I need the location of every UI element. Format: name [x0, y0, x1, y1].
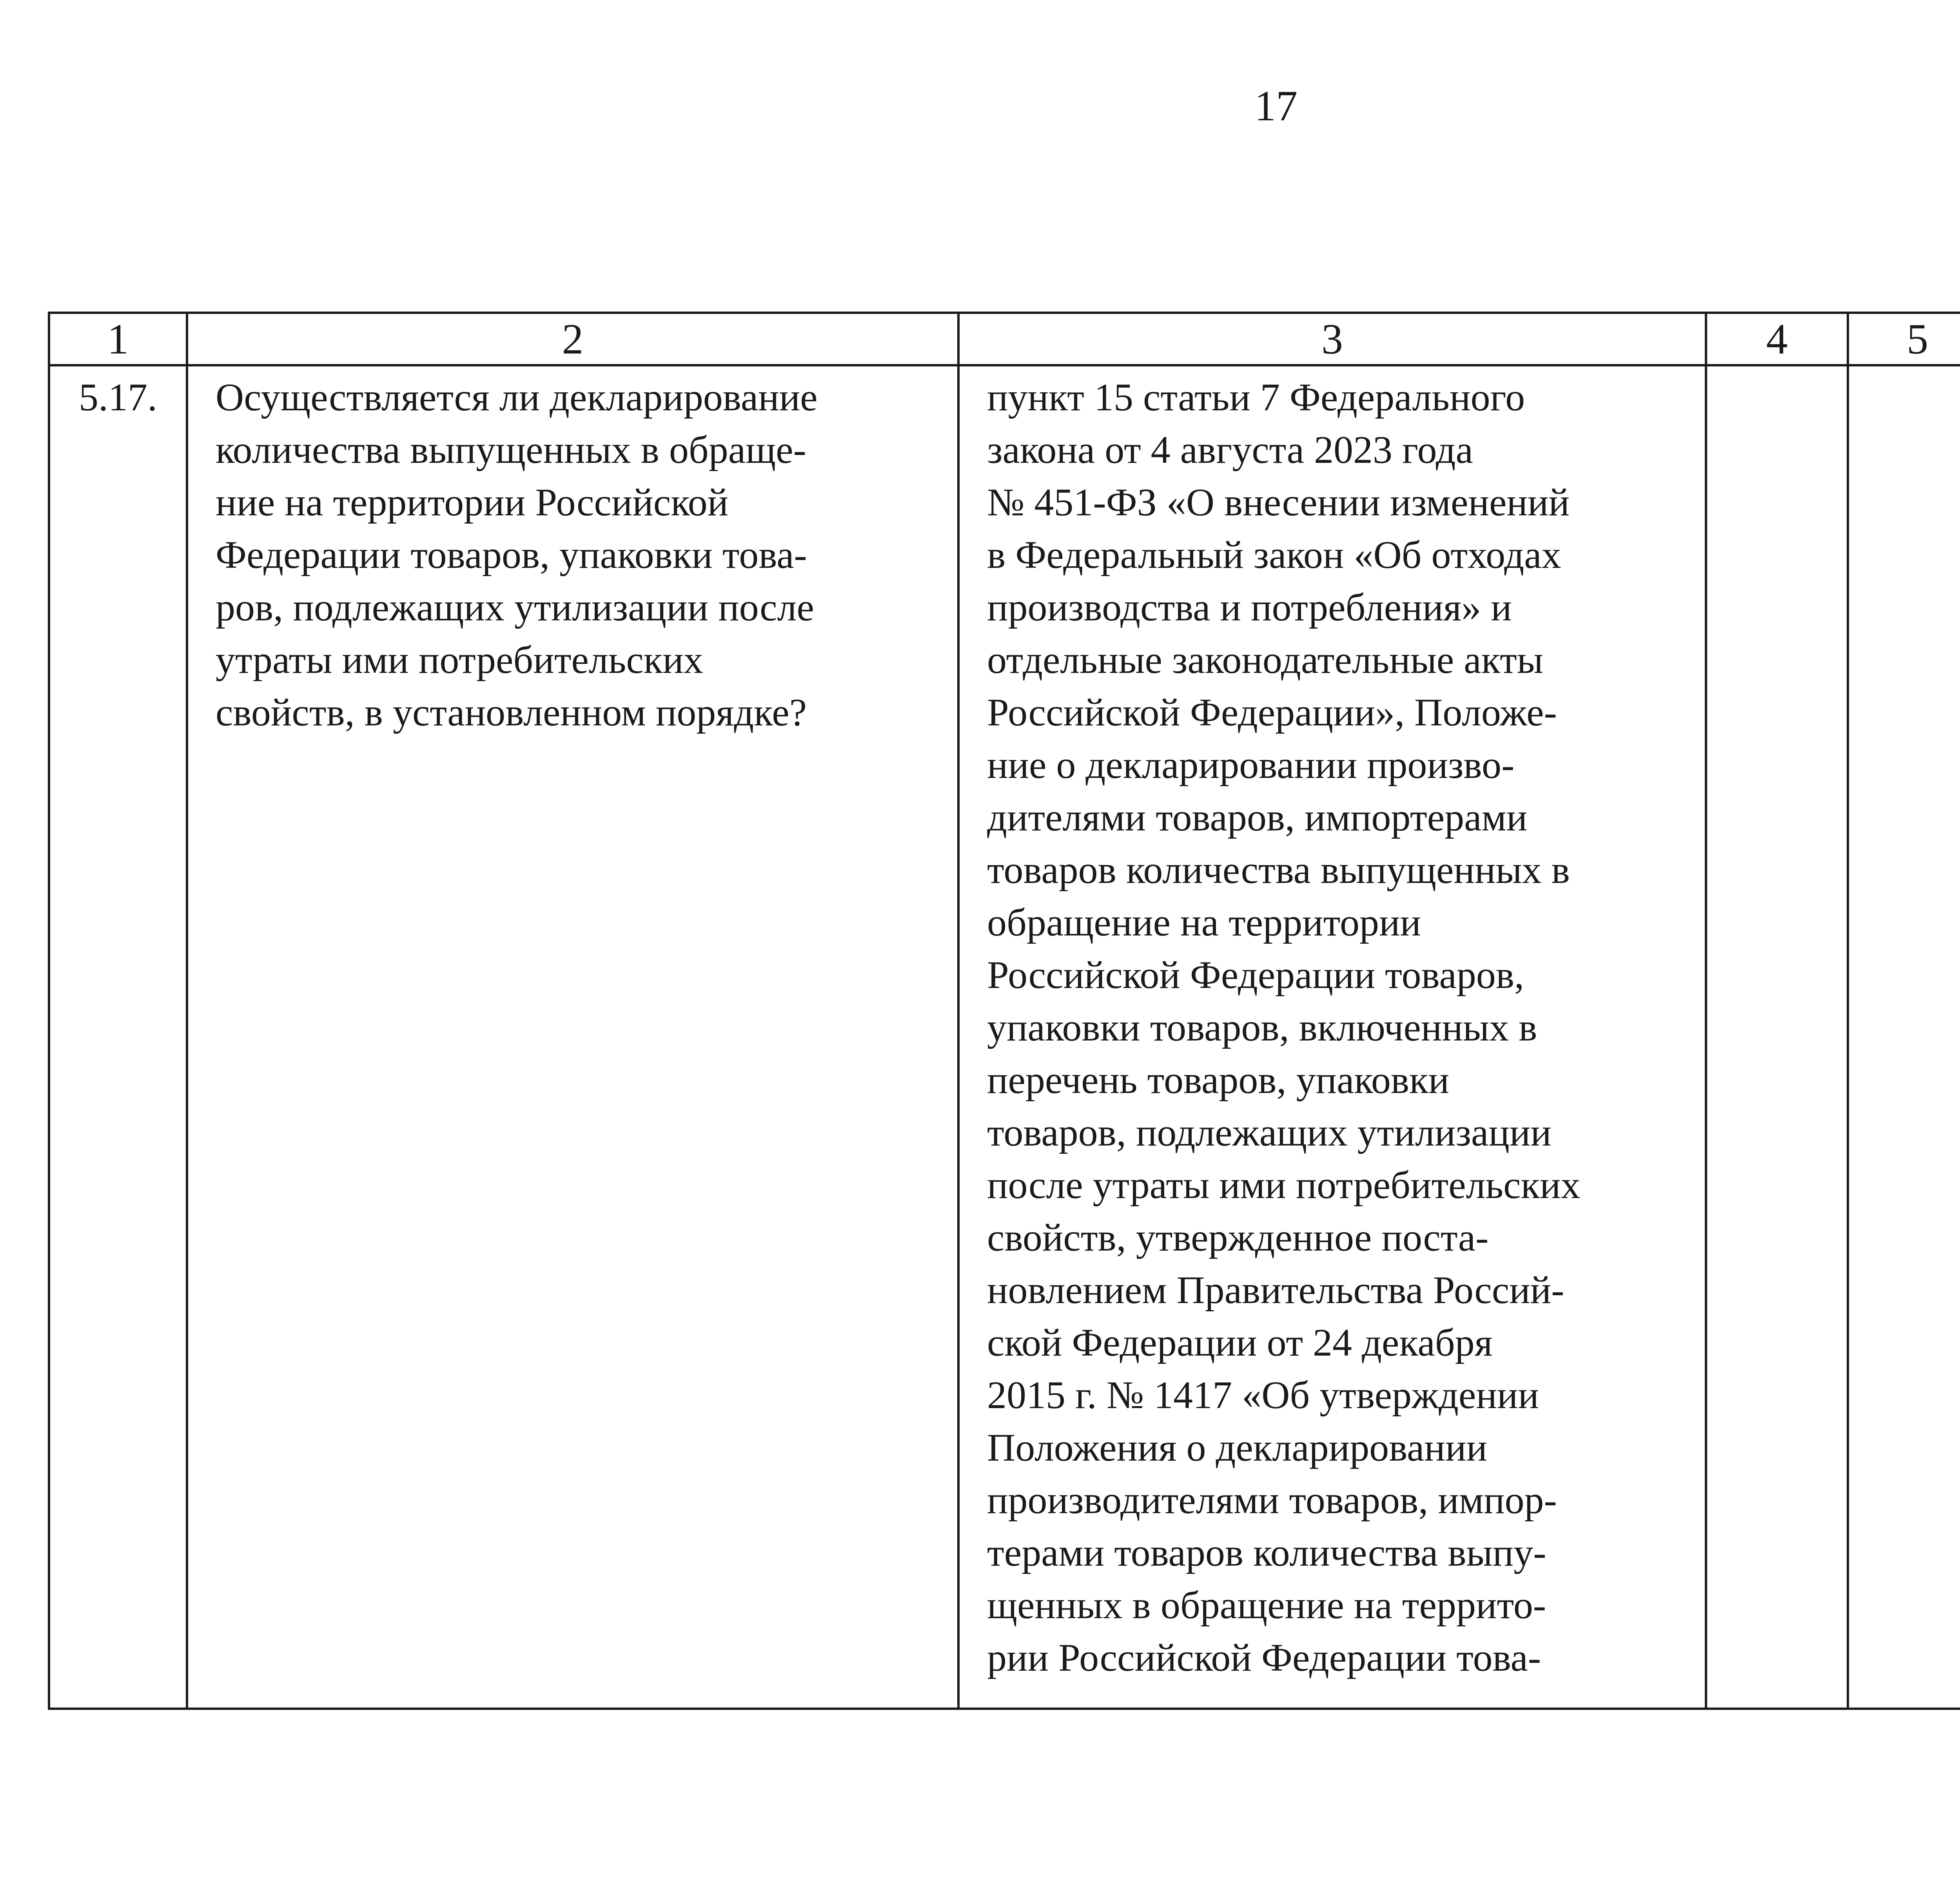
- checklist-table: [48, 312, 1960, 1710]
- cell-col-4: [1706, 365, 1848, 1709]
- column-header-5: 5: [1848, 313, 1960, 365]
- column-header-3: 3: [958, 313, 1706, 365]
- column-header-2: 2: [187, 313, 958, 365]
- column-header-4: 4: [1706, 313, 1848, 365]
- column-header-1: 1: [49, 313, 187, 365]
- item-number: 5.17.: [49, 365, 187, 1709]
- legal-reference-text: пункт 15 статьи 7 Федерального закона от 4 августа 2023 года № 451-ФЗ «О внесении изменений в Федеральный закон «Об отходах производства и потребления» и отдельные законодательные акты Российской Федерации», Положе- ние о декларировании произво- дителями товаров, импортерами товаров количества выпущенных в обращение на территории Российской Федерации товаров, упаковки товаров, включенных в перечень товаров, упаковки товаров, подлежащих утилизации после утраты ими потребительских свойств, утвержденное поста- новлением Правительства Россий- ской Федерации от 24 декабря 2015 г. № 1417 «Об утверждении Положения о декларировании производителями товаров, импор- терами товаров количества выпу- щенных в обращение на террито- рии Российской Федерации това-: [958, 365, 1706, 1709]
- cell-col-5: [1848, 365, 1960, 1709]
- page-number: 17: [1254, 82, 1298, 130]
- table-header-row: [49, 313, 1960, 365]
- table-row: [49, 365, 1960, 1709]
- question-text: Осуществляется ли декларирование количества выпущенных в обраще- ние на территории Российской Федерации товаров, упаковки това- ров, подлежащих утилизации после утраты ими потребительских свойств, в установленном порядке?: [187, 365, 958, 1709]
